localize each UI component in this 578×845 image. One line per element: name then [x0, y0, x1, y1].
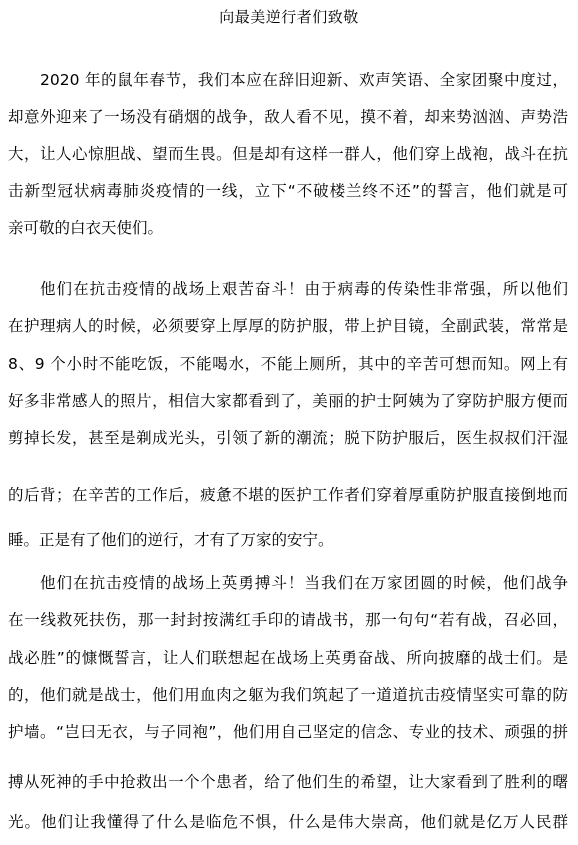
paragraph-1-line-1: 2020 年的鼠年春节，我们本应在辞旧迎新、欢声笑语、全家团聚中度过，: [40, 71, 568, 89]
paragraph-2-line-3: 8、9 个小时不能吃饭，不能喝水，不能上厕所，其中的辛苦可想而知。网上有: [8, 355, 568, 373]
paragraph-1-line-5: 亲可敬的白衣天使们。: [8, 219, 164, 237]
paragraph-2-line-5: 剪掉长发，甚至是剃成光头，引领了新的潮流；脱下防护服后，医生叔叔们汗湿: [8, 429, 568, 447]
paragraph-1-line-2: 却意外迎来了一场没有硝烟的战争，敌人看不见，摸不着，却来势汹汹、声势浩: [8, 108, 568, 126]
paragraph-2-line-1: 他们在抗击疫情的战场上艰苦奋斗！由于病毒的传染性非常强，所以他们: [40, 280, 568, 298]
document-title: 向最美逆行者们致敬: [219, 8, 359, 26]
paragraph-2-line-6: 的后背；在辛苦的工作后，疲惫不堪的医护工作者们穿着厚重防护服直接倒地而: [8, 486, 568, 504]
paragraph-2-line-7: 睡。正是有了他们的逆行，才有了万家的安宁。: [8, 531, 334, 549]
paragraph-3-line-1: 他们在抗击疫情的战场上英勇搏斗！当我们在万家团圆的时候，他们战争: [40, 574, 568, 592]
paragraph-3-line-2: 在一线救死扶伤，那一封封按满红手印的请战书，那一句句“若有战，召必回，: [8, 611, 568, 629]
paragraph-3-line-6: 搏从死神的手中抢救出一个个患者，给了他们生的希望，让大家看到了胜利的曙: [8, 773, 568, 791]
paragraph-3-line-4: 的，他们就是战士，他们用血肉之躯为我们筑起了一道道抗击疫情坚实可靠的防: [8, 686, 568, 704]
paragraph-2-line-2: 在护理病人的时候，必须要穿上厚厚的防护服，带上护目镜，全副武装，常常是: [8, 317, 568, 335]
paragraph-1-line-3: 大，让人心惊胆战、望而生畏。但是却有这样一群人，他们穿上战袍，战斗在抗: [8, 145, 568, 163]
paragraph-1-line-4: 击新型冠状病毒肺炎疫情的一线，立下“不破楼兰终不还”的誓言，他们就是可: [8, 182, 568, 200]
paragraph-3-line-3: 战必胜”的慷慨誓言，让人们联想起在战场上英勇奋战、所向披靡的战士们。是: [8, 649, 568, 667]
paragraph-3-line-7: 光。他们让我懂得了什么是临危不惧，什么是伟大崇高，他们就是亿万人民群: [8, 813, 568, 831]
paragraph-2-line-4: 好多非常感人的照片，相信大家都看到了，美丽的护士阿姨为了穿防护服方便而: [8, 392, 568, 410]
paragraph-3-line-5: 护墙。“岂曰无衣，与子同袍”，他们用自己坚定的信念、专业的技术、顽强的拼: [8, 723, 568, 741]
